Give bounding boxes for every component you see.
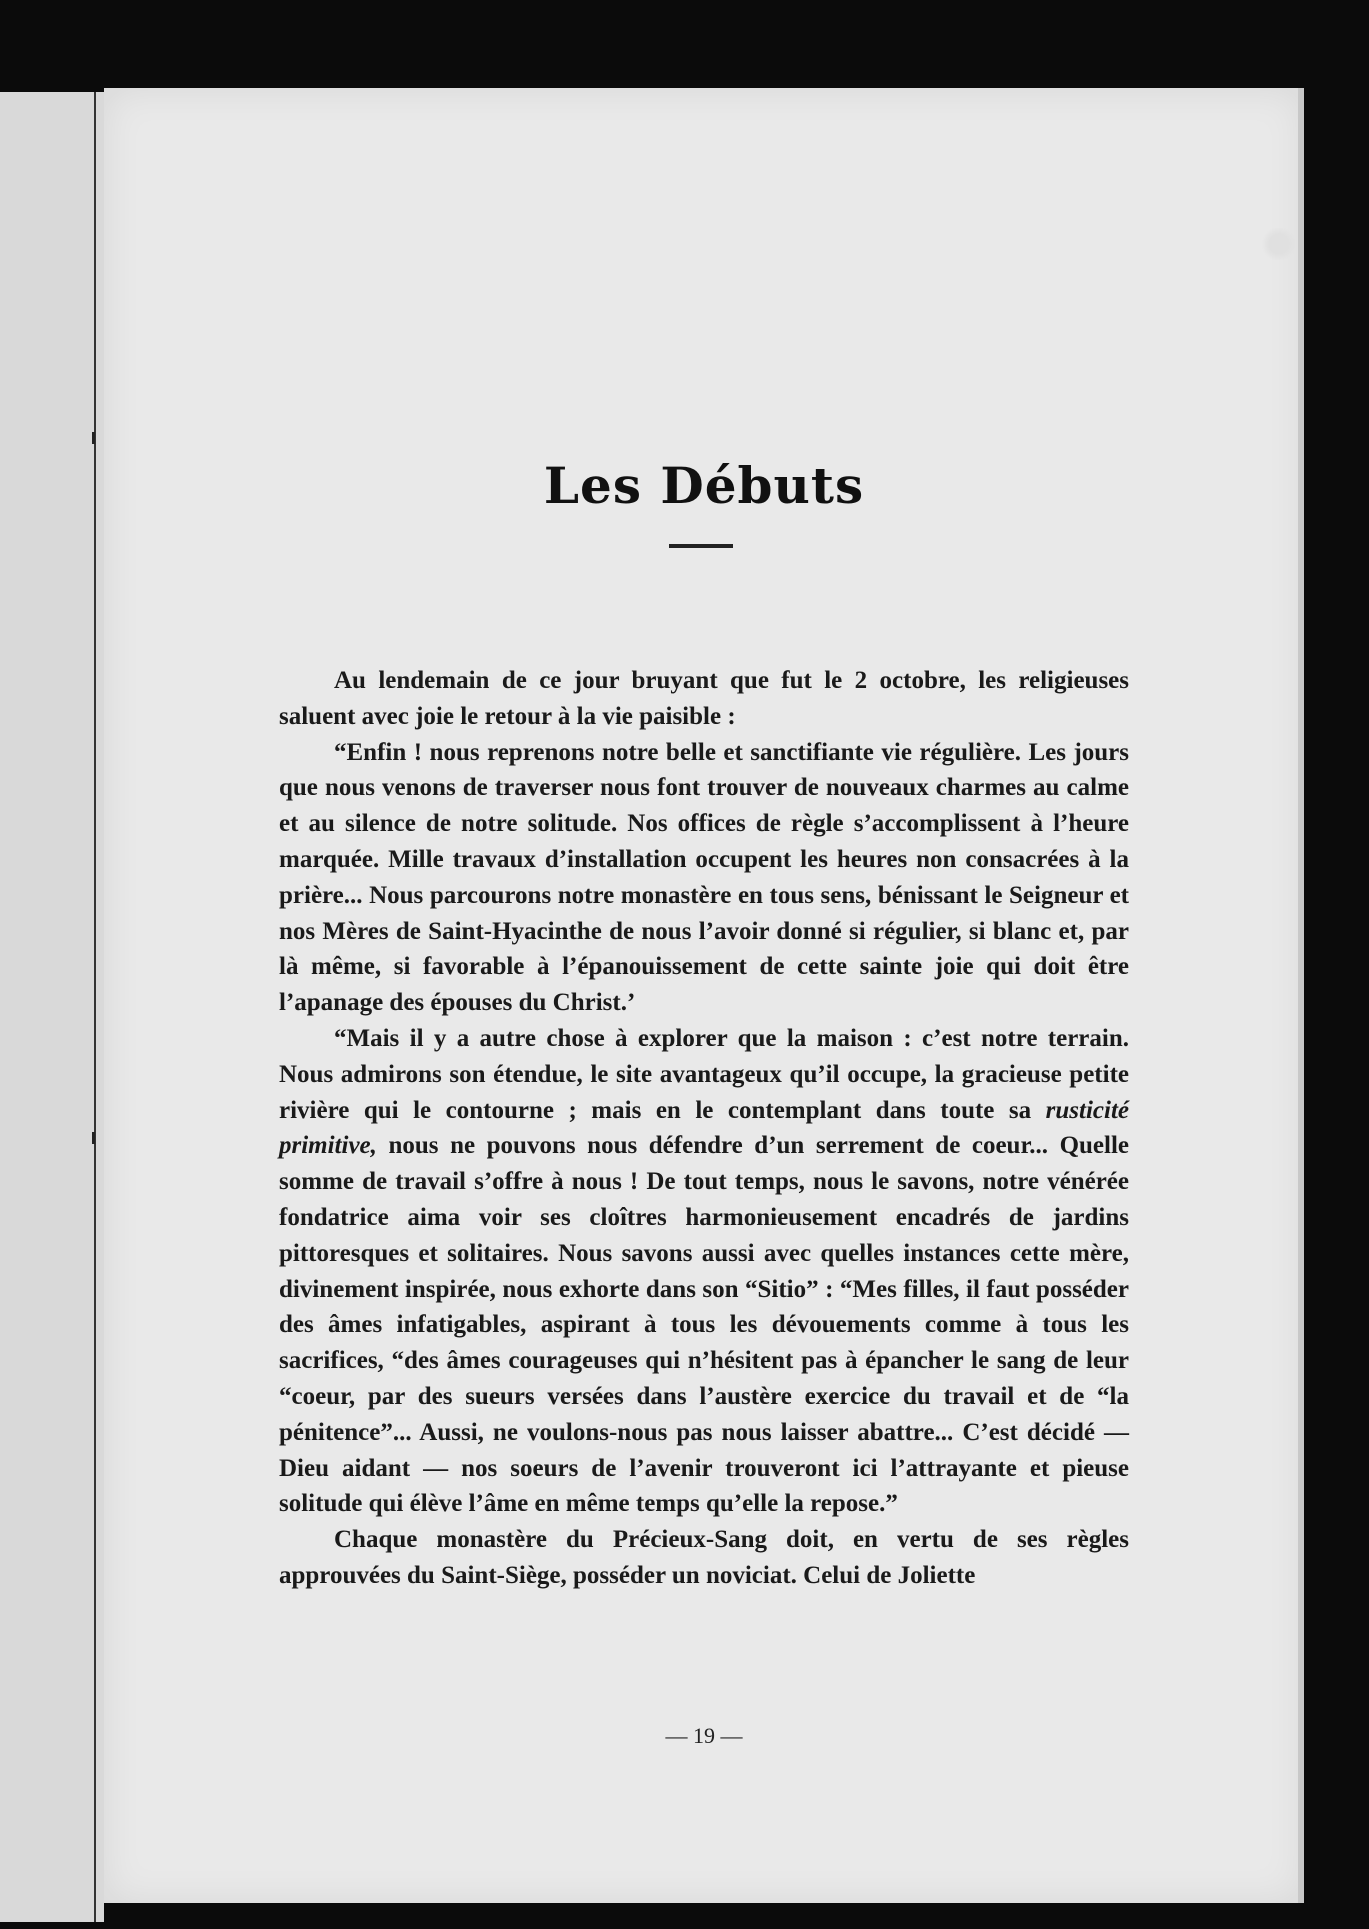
page-right-edge [1298,88,1304,1903]
italic-phrase: rusticité primitive, [279,1096,1129,1160]
body-text [279,663,1129,1594]
page-smudge [1260,228,1298,260]
paragraph [279,1021,1129,1522]
margin-mark [92,1132,95,1144]
left-page-edge [0,92,104,1922]
paragraph: “Enfin ! nous reprenons notre belle et sanctifiante vie régulière. Les jours que nous venons de traverser nous font trouver de nouveaux charmes au calme et au silence de notre solitude. Nos offices de règle s’accomplissent à l’heure marquée. Mille travaux d’installation occupent les heures non consacrées à la prière... Nous parcourons notre monastère en tous sens, bénissant le Seigneur et nos Mères de Saint-Hyacinthe de nous l’avoir donné si régulier, si blanc et, par là même, si favorable à l’épanouissement de cette sainte joie qui doit être l’apanage des épouses du Christ.’ [279,738,1129,1017]
page-number: — 19 — [665,1723,743,1748]
book-page [104,88,1304,1903]
paragraph: Au lendemain de ce jour bruyant que fut le 2 octobre, les religieuses saluent avec joie le retour à la vie paisible : [279,667,1129,730]
paragraph: Chaque monastère du Précieux-Sang doit, en vertu de ses règles approuvées du Saint-Siège, posséder un noviciat. Celui de Joliette [279,1526,1129,1589]
title-rule [669,544,733,548]
page-binding-line [94,92,96,1922]
margin-mark [92,432,95,444]
paragraph-text: nous ne pouvons nous défendre d’un serrement de coeur... Quelle somme de travail s’offre à nous ! De tout temps, nous le savons, notre vénérée fondatrice aima voir ses cloîtres harmonieusement encadrés de jardins pittoresques et solitaires. Nous savons aussi avec quelles instances cette mère, divinement inspirée, nous exhorte dans son “Sitio” : “Mes filles, il faut posséder des âmes infatigables, aspirant à tous les dévouements comme à tous les sacrifices, “des âmes courageuses qui n’hésitent pas à épancher le sang de leur “coeur, par des sueurs versées dans l’austère exercice du travail et de “la pénitence”... Aussi, ne voulons-nous pas nous laisser abattre... C’est décidé — Dieu aidant — nos soeurs de l’avenir trouveront ici l’attrayante et pieuse solitude qui élève l’âme en même temps qu’elle la repose.” [279,1132,1130,1518]
chapter-title: Les Débuts [543,456,865,515]
paragraph-text: “Mais il y a autre chose à explorer que la maison : c’est notre terrain. Nous admirons son étendue, le site avantageux qu’il occupe, la gracieuse petite rivière qui le contourne ; mais en le contemplant dans toute sa [279,1024,1129,1124]
